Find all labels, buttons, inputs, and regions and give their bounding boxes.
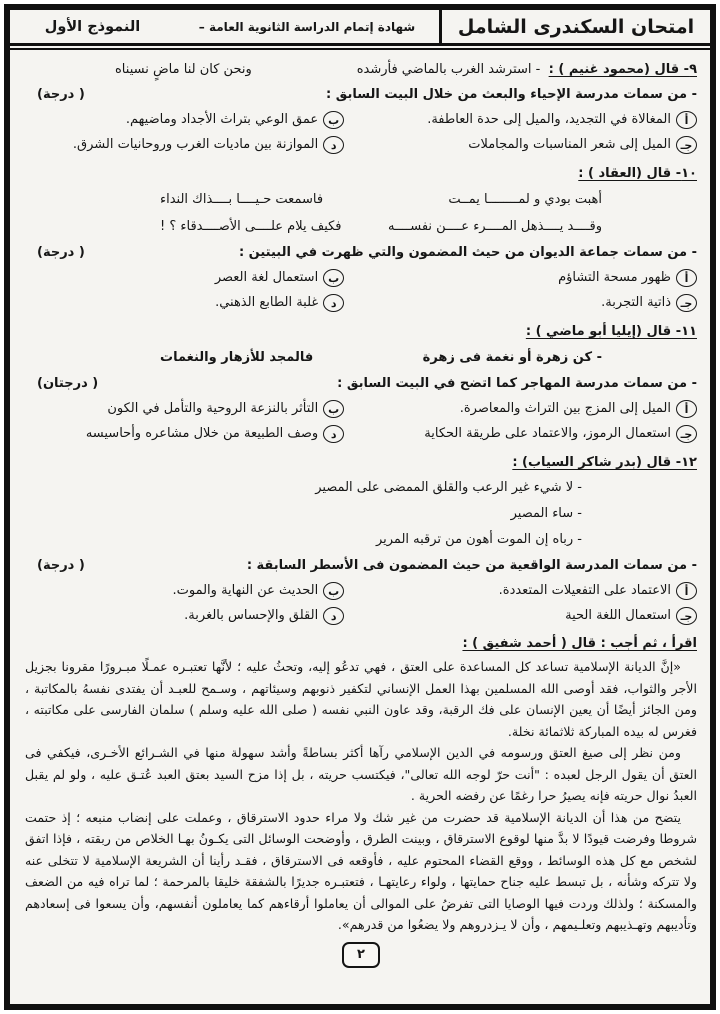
couplet-left: فالمجد للأزهار والنغمات [160, 350, 314, 365]
question-11-options [25, 398, 697, 445]
option-text: الميل إلى المزج بين التراث والمعاصرة. [459, 401, 671, 416]
question-11-header: ١١- قال (إيليا أبو ماضي ) : [525, 324, 697, 339]
passage-paragraph-2: ومن نظر إلى صيغ العتق ورسومه في الدين الإسلامي رآها أكثر بساطةً وأشد سهولة منها في الشـرائع الأخـرى، فيكفي فى العتق أن يقول الرجل لعبده : "أنت حرّ لوجه الله تعالى"، فيكتسب حريته ، بل إذا مزح السيد بعتق العبد عُتـق عليه ، ولو لم يقبل العبدُ نوال حريته فإنه يصيرُ حرا رغمًا عن رفضه الحرية . [25, 745, 697, 803]
page-number-badge: ٢ [342, 942, 380, 968]
option-text: غلبة الطابع الذهني. [215, 295, 319, 310]
option-letter-circle: ب [323, 111, 344, 129]
couplet-right: وقــــد يــــذهل المــــرء عــــن نفســــه [388, 219, 602, 234]
question-11 [25, 319, 697, 445]
question-12-marks: ( درجة) [37, 558, 85, 573]
option-letter-circle: أ [676, 269, 697, 287]
question-12-option-b [25, 580, 344, 602]
option-letter-circle: أ [676, 582, 697, 600]
option-letter-circle: أ [676, 400, 697, 418]
option-letter-circle: ب [323, 269, 344, 287]
question-12-header: ١٢- قال (بدر شاكر السياب) : [512, 455, 697, 470]
question-11-marks: ( درجتان) [37, 376, 99, 391]
option-text: استعمال الرموز، والاعتماد على طريقة الحكاية [424, 426, 671, 441]
page-header [10, 10, 710, 46]
option-letter-circle: د [323, 607, 344, 625]
question-12-line-1: - لا شيء غير الرعب والقلق الممضى على المصير [315, 480, 582, 495]
question-10-options [25, 267, 697, 314]
option-text: الميل إلى شعر المناسبات والمجاملات [468, 137, 671, 152]
question-9-hemistich-left: ونحن كان لنا ماضٍ نسيناه [115, 62, 252, 77]
exam-page [4, 4, 716, 1010]
question-9-options [25, 109, 697, 156]
option-letter-circle: أ [676, 111, 697, 129]
option-letter-circle: جـ [676, 136, 697, 154]
option-letter-circle: جـ [676, 294, 697, 312]
couplet-right: - كن زهرة أو نغمة فى زهرة [422, 350, 602, 365]
question-12-line-3: - رباه إن الموت أهون من ترقبه المرير [375, 532, 582, 547]
option-text: الموازنة بين ماديات الغرب وروحانيات الشرق. [72, 137, 319, 152]
question-10-couplet-1 [25, 186, 697, 213]
question-12-option-c [344, 605, 697, 627]
question-12-line-2: - ساء المصير [510, 506, 582, 521]
option-letter-circle: د [323, 425, 344, 443]
question-11-option-b [25, 398, 344, 420]
question-9-option-b [25, 109, 344, 131]
question-11-option-c [344, 423, 697, 445]
question-9-verse-line [25, 57, 697, 82]
question-10-couplet-2 [25, 213, 697, 240]
model-label: النموذج الأول [44, 18, 141, 35]
option-text: ظهور مسحة التشاؤم [558, 270, 671, 285]
question-12-prompt-line [25, 553, 697, 579]
question-9-prompt-line [25, 82, 697, 108]
question-10 [25, 161, 697, 314]
question-11-verse [25, 344, 697, 371]
question-9-option-d [25, 134, 344, 156]
passage-header: اقرأ ، ثم أجب : قال ( أحمد شفيق ) : [462, 636, 697, 651]
exam-content [10, 50, 710, 968]
question-9-option-a [344, 109, 697, 131]
question-11-prompt-line [25, 371, 697, 397]
couplet-left: فاسمعت حـيــــا بــــذاك النداء [160, 192, 324, 207]
option-text: استعمال لغة العصر [214, 270, 319, 285]
page-footer [25, 942, 697, 968]
option-letter-circle: ب [323, 582, 344, 600]
option-text: استعمال اللغة الحية [565, 608, 671, 623]
option-text: المغالاة في التجديد، والميل إلى حدة العاطفة. [427, 112, 671, 127]
question-11-option-a [344, 398, 697, 420]
question-9-option-c [344, 134, 697, 156]
option-text: التأثر بالنزعة الروحية والتأمل في الكون [107, 401, 319, 416]
reading-passage [25, 632, 697, 936]
option-text: وصف الطبيعة من خلال مشاعره وأحاسيسه [85, 426, 319, 441]
option-text: ذاتية التجربة. [601, 295, 671, 310]
question-9 [25, 57, 697, 156]
question-12-prompt: - من سمات المدرسة الواقعية من حيث المضمون فى الأسطر السابقة : [246, 558, 697, 573]
question-12-option-d [25, 605, 344, 627]
option-text: عمق الوعي بتراث الأجداد وماضيهم. [125, 112, 319, 127]
question-9-hemistich-right: - استرشد الغرب بالماضي فأرشده [356, 62, 541, 77]
passage-paragraph-1: «إنَّ الديانة الإسلامية تساعد كل المساعدة على العتق ، فهي تدعُو إليه، وتحثُ عليه ؛ لأنَّها تعتبـره عمـلًا مبـرورًا مقرونا بجزيل الأجر والثواب، فقد أوصى الله المسلمين بهذا العمل الإنساني لتكفير ذنوبهم وسيئاتهم ، وسـمح للعبـد أن يفتدى نفسهُ بالمكاتبة ، ومن الجائز أيضًا أن يعين الإنسان على فك الرقبة، وقد عاون النبي نفسه ( صلى الله عليه وسلم ) سلمان الفارسى على مكاتبته ، فغرس له بيده المباركة ثلاثمائة نخلة. [25, 659, 697, 739]
question-10-option-a [344, 267, 697, 289]
question-10-option-b [25, 267, 344, 289]
option-letter-circle: جـ [676, 425, 697, 443]
option-letter-circle: د [323, 136, 344, 154]
question-10-header: ١٠- قال (العقاد ) : [578, 166, 697, 181]
question-12 [25, 450, 697, 627]
question-10-option-c [344, 292, 697, 314]
couplet-right: أهبت بودي و لمــــــــا يمــت [448, 192, 602, 207]
question-12-options [25, 580, 697, 627]
question-9-header: ٩- قال (محمود غنيم ) : [548, 62, 697, 77]
option-text: الحديث عن النهاية والموت. [172, 583, 319, 598]
certificate-subtitle: شهادة إتمام الدراسة الثانوية العامة – [198, 19, 416, 34]
question-10-prompt-line [25, 240, 697, 266]
question-11-prompt: - من سمات مدرسة المهاجر كما اتضح في البيت السابق : [337, 376, 697, 391]
question-9-prompt: - من سمات مدرسة الإحياء والبعث من خلال البيت السابق : [326, 87, 697, 102]
question-9-marks: ( درجة) [37, 87, 85, 102]
option-letter-circle: جـ [676, 607, 697, 625]
exam-title: امتحان السكندرى الشامل [439, 10, 710, 43]
question-10-option-d [25, 292, 344, 314]
option-text: القلق والإحساس بالغربة. [184, 608, 319, 623]
question-10-prompt: - من سمات جماعة الديوان من حيث المضمون والتي ظهرت في البيتين : [238, 245, 697, 260]
question-10-marks: ( درجة) [37, 245, 85, 260]
question-11-option-d [25, 423, 344, 445]
passage-paragraph-3: يتضح من هذا أن الديانة الإسلامية قد حضرت من غير شك ولا مراء حدود الاسترقاق ، وعملت على إنضاب منبعه ؛ إذ حتمت شروطا وفرضت قيودًا لا بدَّ منها لوقوع الاسترقاق ، وبينت الطرق ، وأوضحت الوسائل التى يكـونُ بهـا الخلاص من ربقته ، فإذا اتفق لشخص مع كل هذه الوسائط ، ووقع القضاء المحتوم عليه ، فأوقعه فى الاسترقاق ، فقـد رأينا أن الشريعة الإسلامية لا تتخلى عنه ولا تتركه وشأنه ، بل تبسط عليه جناح حمايتها ، ولواء رعايتهـا ، فتعتبـره جديرًا بالشفقة خليقا بالمرحمة ؛ لما تراه فيه من الضعف والمسكنة ؛ ولذلك وردت فيها الوصايا التى تفرضُ على الموالى أن يعاملوا أرقاءهم كما يعاملون أنفسهم، وأن يسعوا فى إسعادهم وتأديبهم وتهـذيبهم وتعلـيمهم ، وأن لا يـزدروهم ولا يضعُوا من قدرهم». [25, 809, 697, 932]
couplet-left: فكيف يلام علــــى الأصــــدقاء ؟ ! [160, 219, 342, 234]
option-text: الاعتماد على التفعيلات المتعددة. [498, 583, 671, 598]
question-12-option-a [344, 580, 697, 602]
option-letter-circle: د [323, 294, 344, 312]
option-letter-circle: ب [323, 400, 344, 418]
